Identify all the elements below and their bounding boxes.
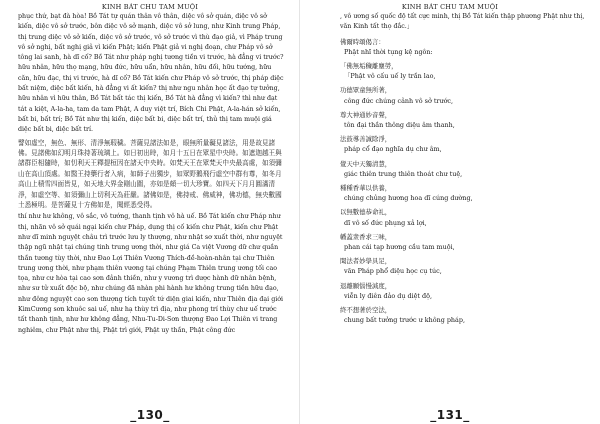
verse-line-chinese: 退離願惱慢減度，: [340, 281, 392, 290]
running-head-left: KINH BÁT CHU TAM MUỘI: [101, 3, 199, 11]
verse-line-vietnamese: văn Pháp phổ diệu học cụ túc,: [344, 267, 442, 276]
right-page: [300, 0, 600, 424]
verse-line-vietnamese: 「Phật vô cấu uế ly trần lao,: [344, 72, 436, 81]
left-text-block: [18, 12, 284, 338]
verse-line-chinese: 佛爾時頌偈言：: [340, 37, 385, 46]
verse-line-vietnamese: chúng chủng hương hoa dĩ cúng dường,: [344, 194, 473, 203]
verse-line-chinese: 法鼓導善誠除淨，: [340, 135, 392, 144]
paragraph-vietnamese: thí như hư không, vô sắc, vô tướng, thanh tịnh vô hà uế. Bồ Tát kiến chư Pháp như thị, nhãn vô sở quái ngại kiến chư Pháp, dụng thị cố kiến chư Phật, kiến chư Phật như dĩ minh nguyệt châu trì trước lưu ly thượng, như nhật sơ xuất thời, như nguyệt thập ngũ nhật tại chúng tinh trung ương thời, như giá Ca việt Vương dữ chư quần thần tương tùy thời, như Đao Lợi Thiên Vương Thích-đề-hoàn-nhân tại chư Thiên trung ương thời, như phạm thiên vương tại chúng Phạm Thiên trung ương tối cao tọa, như cư hòa tại cao sơn đảnh thiền, như y vương trì dược hành dữ nhân bệnh, như sư tử xuất độc bộ, như chúng đã nhàn phi hành hư không trung tiền hữu đạo, như đông nguyệt cao sơn thượng tích tuyết tứ diện giai kiến, như Thiên địa đại giới KimCương sơn khuôc sai uế, như hạ thùy trì địa, như phong trí thùy chư uế trước tất thanh tịnh, như hư không đẳng, Nhu-Tu-Di-Sơn thượng Đao Lợi Thiên vi trang nghiêm, chư Phật như thị, Phật trì giới, Phật uy thần, Phật công đức: [18, 213, 284, 334]
verse-line-vietnamese: chung bất tưởng trước ư không pháp,: [344, 316, 465, 325]
verse-line-vietnamese: Phật nhĩ thời tụng kệ ngôn:: [344, 47, 433, 56]
verse-line-chinese: 覺天中天獨清慧，: [340, 159, 392, 168]
verse-line-chinese: 聞法者妙學具足，: [340, 257, 392, 266]
verse-line-vietnamese: phan cái tạp hương cầu tam muội,: [344, 243, 455, 252]
verse-line-vietnamese: giác thiên trung thiên thoát chư tuệ,: [344, 169, 463, 178]
verse-line-chinese: 幡蓋衆香求三味，: [340, 232, 392, 241]
running-head-right: KINH BÁT CHU TAM MUỘI: [401, 3, 499, 11]
verse-line-chinese: 種種香華以供養，: [340, 184, 392, 193]
verse-line-chinese: 終不想著於空法，: [340, 306, 392, 315]
verse-line-chinese: 尊大神通妙音聲，: [340, 110, 392, 119]
verse-list: [340, 37, 588, 326]
verse-line-vietnamese: viễn ly điên đảo dụ diệt độ,: [344, 291, 432, 300]
page-number-left: _130_: [130, 408, 170, 422]
verse-line-vietnamese: pháp cổ đạo nghĩa dụ chư âm,: [344, 145, 442, 154]
paragraph-chinese: 譬如虛空，無色、無形、清淨無瑕穢。菩薩見諸法如是，眼無所量礙見諸法，用是故見諸佛。見諸佛如幻明月珠持著琉璃上。如日初出時，如月十五日在眾星中央時。如遮迦越王與諸群臣相隨時，如忉利天王釋提桓因在諸天中央時。如梵天王在眾梵天中央最高處，如須彌山在高山頂處。如醫王持藥行者入病，如師子出獨步，如眾野鵝飛行虛空中群有尊，如冬月高山上積雪四面皆見，如天地大界金剛山圍，亦如是頗一切大珍寶。如四天下月月圓滿清淨，如虛空等、如須彌山上切利天為莊嚴。諸佛如是，佛持戒、佛威神，佛功德，無央數國土悉極明。是菩薩見十方佛如是，聞經悉受得。: [18, 138, 282, 209]
verse-line-vietnamese: công đức chúng cảnh vô sở trước,: [344, 96, 454, 105]
right-text-block: [340, 12, 588, 325]
page-number-right: _131_: [430, 408, 470, 422]
verse-line-vietnamese: tôn đại thần thông diệu âm thanh,: [344, 121, 455, 130]
verse-line-chinese: 「佛無垢穢離塵勞，: [340, 62, 398, 70]
paragraph-vietnamese-intro: , vô ương số quốc độ tất cực minh, thị Bồ Tát kiến thập phương Phật như thị, văn Kinh tất thọ đắc.」: [340, 13, 585, 31]
paragraph-vietnamese: phục thứ, bạt đà hòa! Bồ Tát tự quán thân vô thân, diệc vô sở quán, diệc vô sở kiến, diệc vô sở trước, bôn diệc vô sở mạnh, diệc vô sở lung, như Kinh trung Pháp, thị trung diệc vô sở kiến, diệc vô sở trước, vô sở trước vì thù đạo giả, vì Pháp trung vô sở nghị, bất nghị giả vì kiến Phật; kiến Phật giả vi nghị đoạn, chư Pháp vô sở tông lai sanh, hà dĩ cố? Bồ Tát như pháp nghị tương tiền vi trước, hà đẳng vi trước? hữu nhân, hữu thọ mạng, hữu đức, hữu uẩn, hữu nhân, hữu đối, hữu tướng, hữu căn, hữu đạc, thị vi trước, hà dĩ cố? Bồ Tát kiến chư Pháp vô sở trước, thị pháp diệc bất niệm, diệc bất kiến, hà đẳng vi ất kiến? thị như ngu nhân học ất đạo tự tưởng, hữu nhân vì hữu thân, Bồ Tát bất tác thị kiến, Bồ Tát hà đẳng vì kiến? thì như đạt tát a kiệt, A-la-ha, tam da tam Phật, A duy việt trí, Bích Chi Phật, A-la-hán sở kiến, bất bi, bất trí; Bồ Tát như thị kiến, diệc bất bi, diệc bất trí, thủ thị tam muội giá diệc bất bi, diệc bất trí.: [18, 13, 284, 134]
verse-line-chinese: 以無數德恭命礼，: [340, 208, 392, 217]
verse-line-vietnamese: dĩ vô số đức phụng xả lợi,: [344, 218, 427, 227]
verse-line-chinese: 功德眾童無所著，: [340, 86, 392, 95]
